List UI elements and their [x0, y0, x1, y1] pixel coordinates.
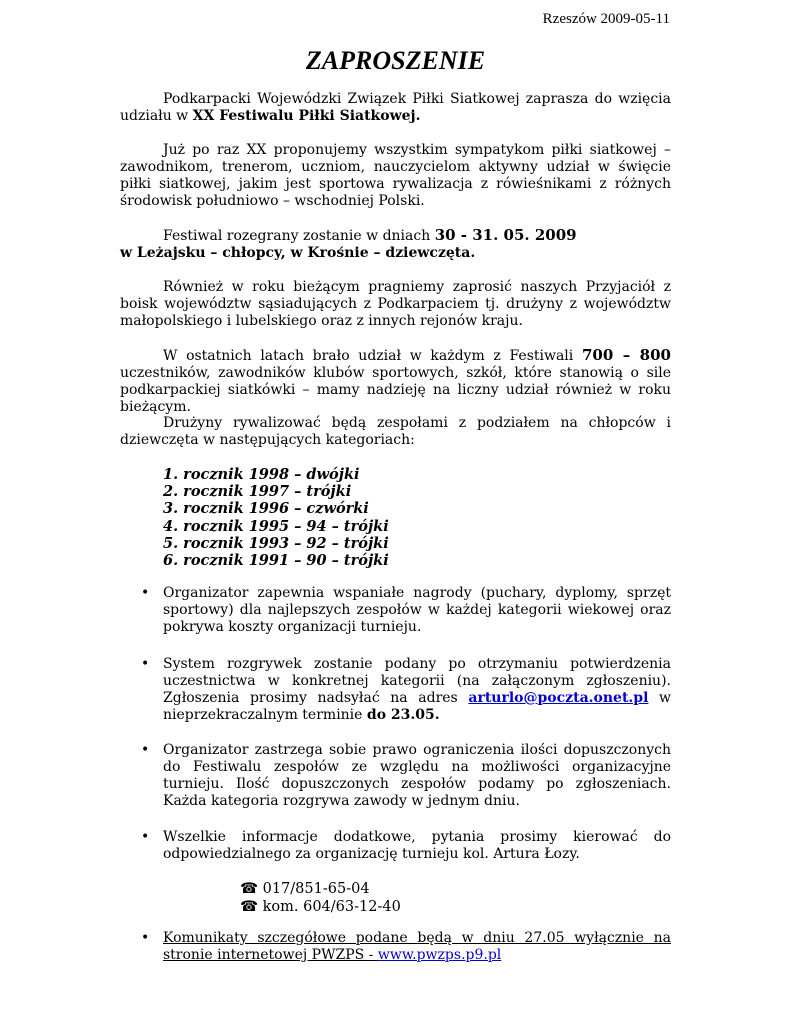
website-link[interactable]: www.pwzps.p9.pl — [377, 947, 502, 963]
bullet-limits: • Organizator zastrzega sobie prawo ograniczenia ilości dopuszczonych do Festiwalu zespołów ze względu na możliwości organizacyjne turnieju. Ilość dopuszczonych zespołów podamy po zgłoszeniach. Każda kategoria rozgrywa zawody w jednym dniu. — [141, 742, 671, 809]
phone-icon: ☎ — [240, 899, 259, 915]
email-link[interactable]: arturlo@poczta.onet.pl — [468, 690, 649, 706]
category-item: 2. rocznik 1997 – trójki — [163, 483, 352, 501]
phone-number-mobile: kom. 604/63-12-40 — [262, 899, 401, 915]
category-item: 6. rocznik 1991 – 90 – trójki — [163, 552, 389, 570]
registration-deadline: do 23.05. — [366, 707, 440, 723]
category-list — [163, 466, 389, 569]
category-item: 1. rocznik 1998 – dwójki — [163, 466, 360, 483]
bullet-prizes: • Organizator zapewnia wspaniałe nagrody (puchary, dyplomy, sprzęt sportowy) dla najlepszych zespołów w każdej kategorii wiekowej oraz pokrywa koszty organizacji turnieju. — [141, 585, 671, 635]
bullet-icon: • — [141, 930, 150, 946]
phone-list — [240, 880, 401, 916]
paragraph-participation: W ostatnich latach brało udział w każdym z Festiwali 700 – 800 uczestników, zawodników klubów sportowych, szkół, które stanowią o sile podkarpackiej siatkówki – mamy nadzieję na liczny udział również w roku bieżącym. — [120, 346, 671, 415]
paragraph-intro: Podkarpacki Wojewódzki Związek Piłki Siatkowej zaprasza do wzięcia udziału w XX Festiwalu Piłki Siatkowej. — [120, 91, 671, 124]
paragraph-categories-intro: Drużyny rywalizować będą zespołami z podziałem na chłopców i dziewczęta w następujących kategoriach: — [120, 415, 671, 448]
bullet-icon: • — [141, 656, 150, 672]
bullet-announcements: • Komunikaty szczegółowe podane będą w dniu 27.05 wyłącznie na stronie internetowej PWZPS - www.pwzps.p9.pl — [141, 930, 671, 963]
festival-name: XX Festiwalu Piłki Siatkowej. — [192, 108, 421, 124]
phone-number: 017/851-65-04 — [262, 881, 370, 897]
category-item: 3. rocznik 1996 – czwórki — [163, 500, 369, 518]
bullet-icon: • — [141, 742, 150, 758]
category-item: 4. rocznik 1995 – 94 – trójki — [163, 517, 389, 535]
paragraph-dates: Festiwal rozegrany zostanie w dniach 30 - 31. 05. 2009 w Leżajsku – chłopcy, w Krośnie – dziewczęta. — [120, 226, 577, 261]
document-date: Rzeszów 2009-05-11 — [542, 11, 670, 27]
phone-icon: ☎ — [240, 881, 259, 897]
paragraph-invitation: Również w roku bieżącym pragniemy zaprosić naszych Przyjaciół z boisk województw sąsiadujących z Podkarpaciem tj. drużyny z województw małopolskiego i lubelskiego oraz z innych rejonów kraju. — [120, 279, 671, 329]
bullet-icon: • — [141, 585, 150, 601]
category-item: 5. rocznik 1993 – 92 – trójki — [163, 534, 389, 552]
bullet-registration: • System rozgrywek zostanie podany po otrzymaniu potwierdzenia uczestnictwa w konkretnej kategorii (na załączonym zgłoszeniu). Zgłoszenia prosimy nadsyłać na adres arturlo@poczta.onet.pl w nieprzekraczalnym terminie do 23.05. — [141, 656, 671, 723]
phone-line — [240, 880, 401, 898]
participant-count: 700 – 800 — [581, 346, 671, 364]
document-title: ZAPROSZENIE — [305, 46, 486, 75]
paragraph-proposal: Już po raz XX proponujemy wszystkim sympatykom piłki siatkowej – zawodnikom, trenerom, uczniom, nauczycielom aktywny udział w święcie piłki siatkowej, jakim jest sportowa rywalizacja z rówieśnikami z różnych środowisk południowo – wschodniej Polski. — [120, 142, 671, 209]
bullet-contact: • Wszelkie informacje dodatkowe, pytania prosimy kierować do odpowiedzialnego za organizację turnieju kol. Artura Łozy. — [141, 829, 671, 862]
festival-locations: w Leżajsku – chłopcy, w Krośnie – dziewczęta. — [120, 245, 476, 261]
bullet-icon: • — [141, 829, 150, 845]
festival-dates: 30 - 31. 05. 2009 — [434, 226, 577, 244]
phone-line — [240, 898, 401, 916]
